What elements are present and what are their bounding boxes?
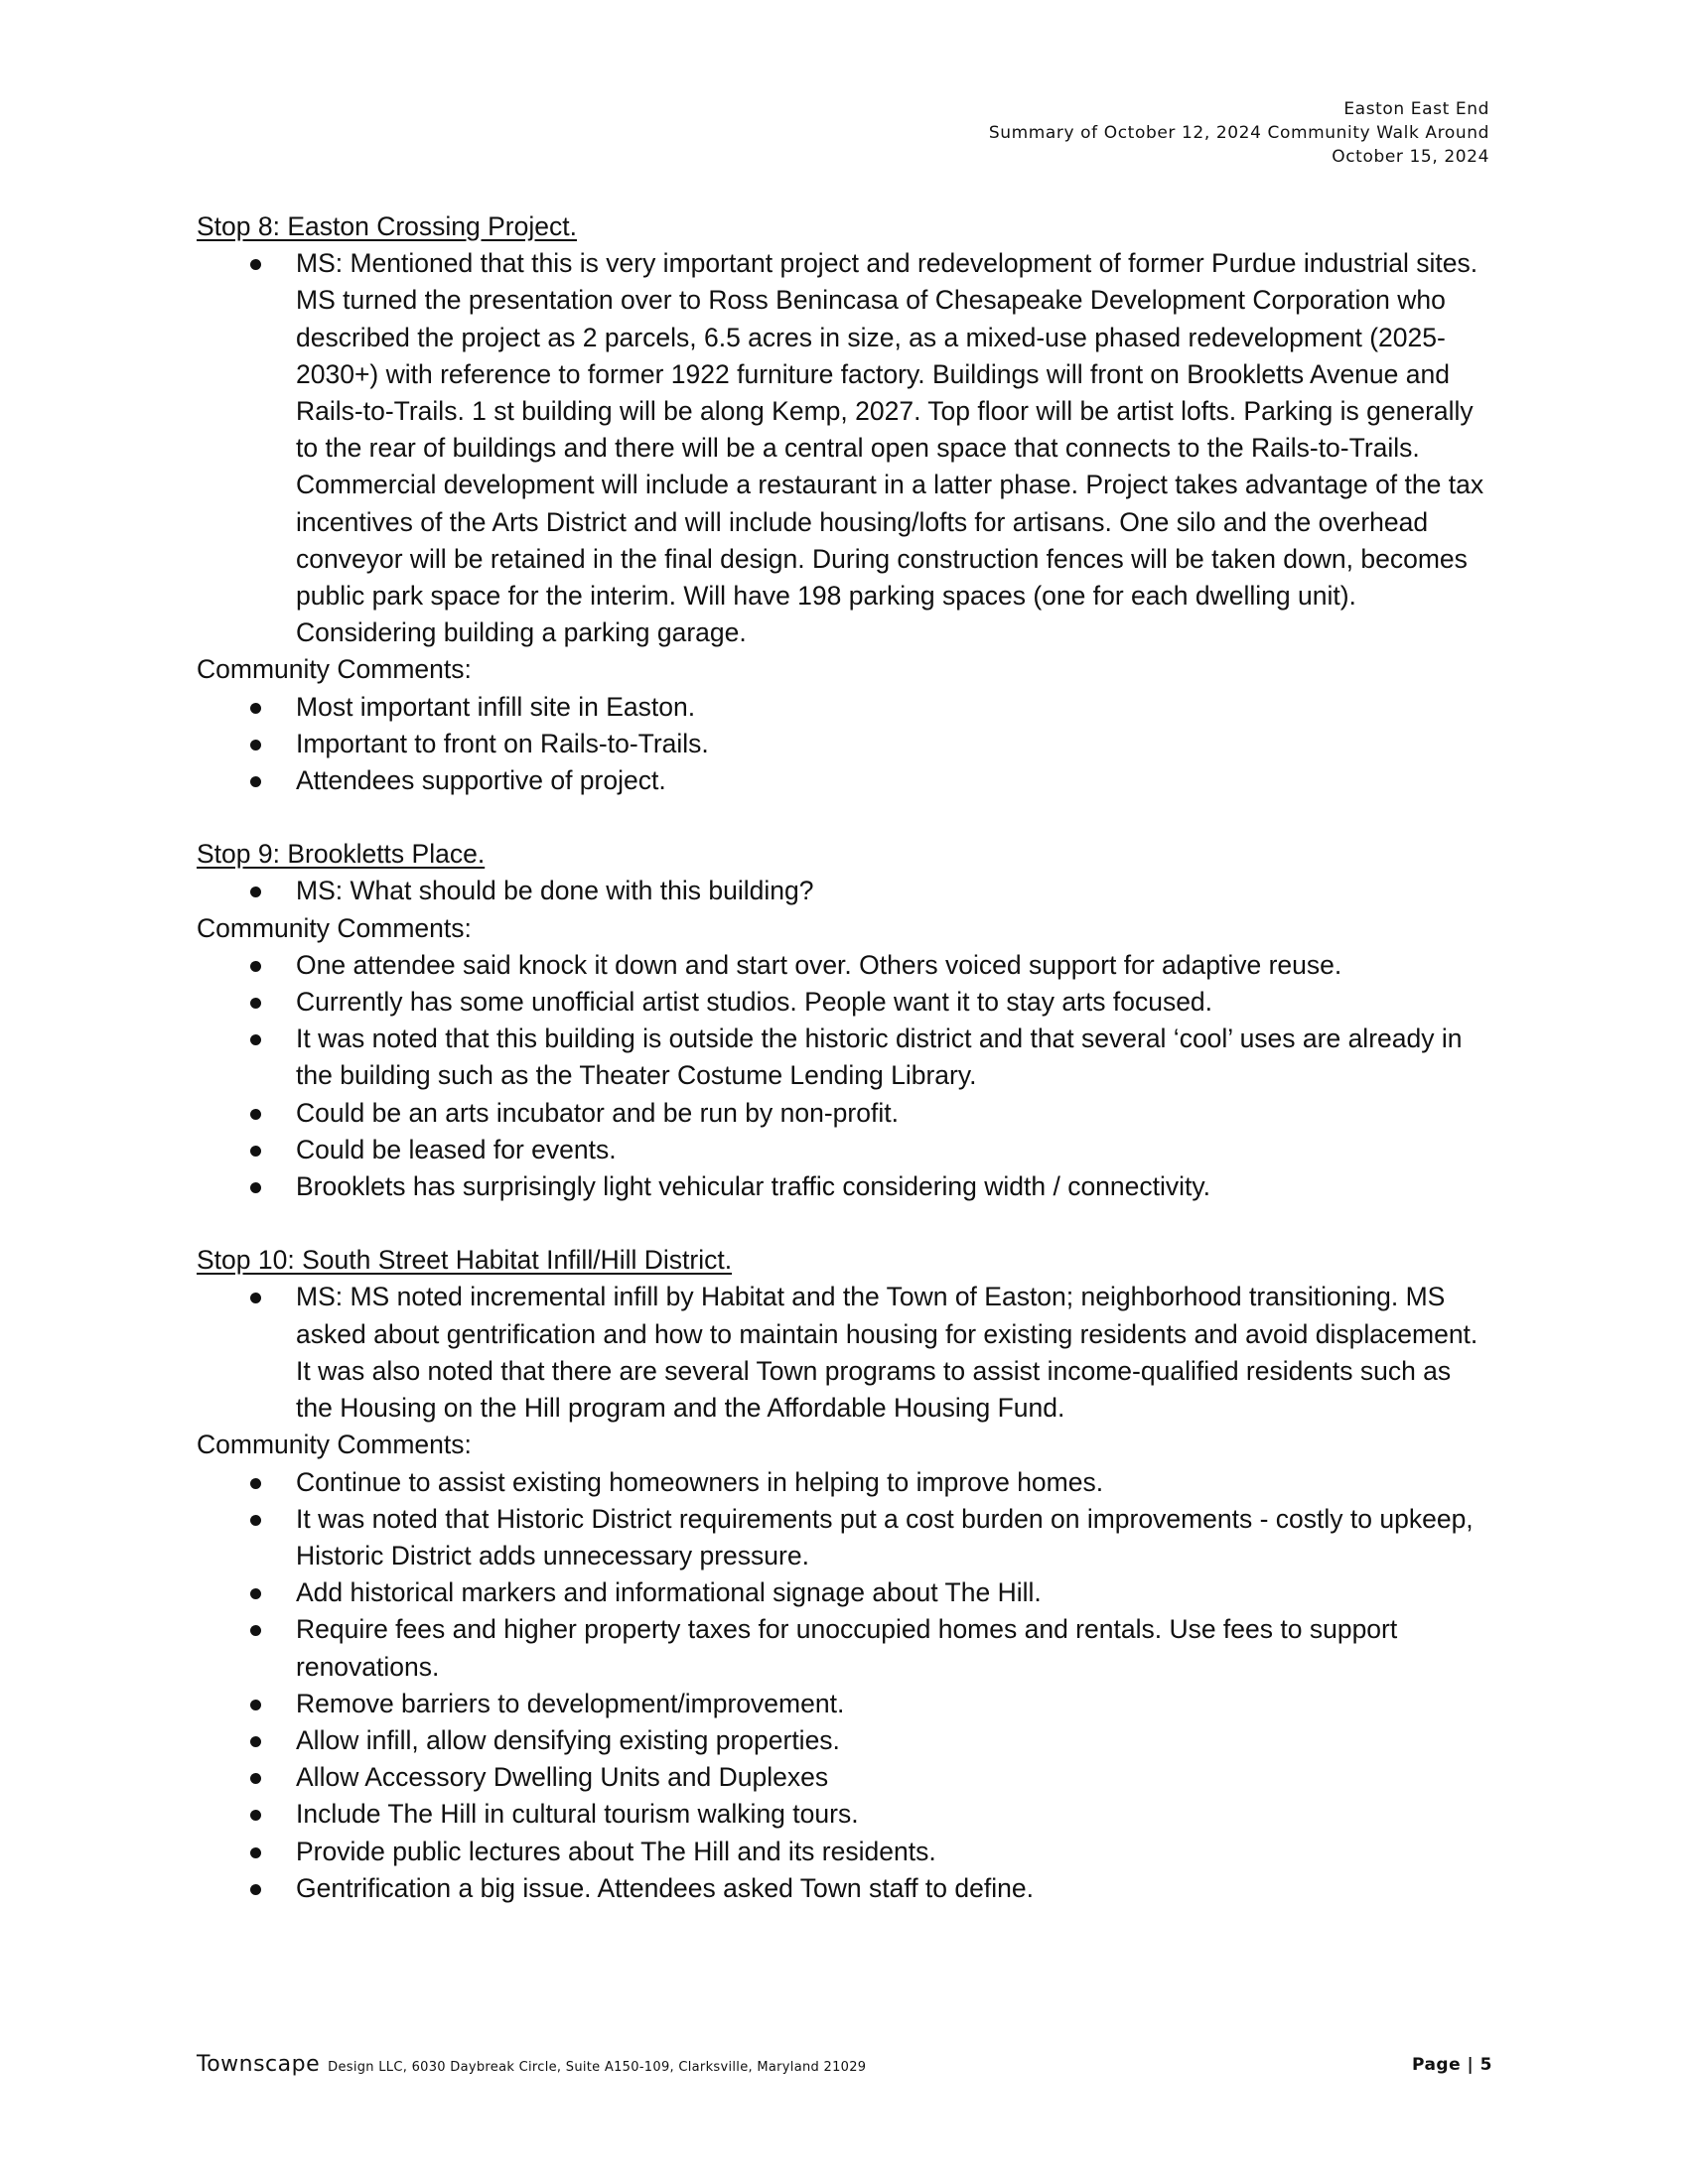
page-number: Page | 5 bbox=[1411, 2055, 1492, 2075]
footer-brand: Townscape bbox=[197, 2052, 321, 2077]
section-stop-8 bbox=[197, 208, 1492, 799]
list-item-text: Could be an arts incubator and be run by non-profit. bbox=[296, 1097, 899, 1128]
list-item-text: Gentrification a big issue. Attendees asked Town staff to define. bbox=[296, 1872, 1034, 1903]
list-item bbox=[197, 1574, 1492, 1611]
list-item bbox=[197, 1796, 1492, 1833]
bullet-icon bbox=[250, 887, 261, 897]
list-item bbox=[197, 1168, 1492, 1205]
section-stop-10 bbox=[197, 1242, 1492, 1907]
list-item-text: It was noted that this building is outside the historic district and that several ‘cool’ uses are already in the building such as the Theater Costume Lending Library. bbox=[296, 1024, 1463, 1091]
section-stop-9 bbox=[197, 836, 1492, 1205]
bullet-icon bbox=[250, 1847, 261, 1858]
bullet-icon bbox=[250, 1588, 261, 1599]
list-item-text: Provide public lectures about The Hill and its residents. bbox=[296, 1836, 936, 1866]
list-item bbox=[197, 762, 1492, 799]
bullet-icon bbox=[250, 1884, 261, 1895]
footer-address: Design LLC, 6030 Daybreak Circle, Suite A150-109, Clarksville, Maryland 21029 bbox=[328, 2060, 867, 2075]
bullet-icon bbox=[250, 740, 261, 751]
list-item-text: Attendees supportive of project. bbox=[296, 765, 666, 796]
intro-list bbox=[197, 1279, 1492, 1427]
bullet-icon bbox=[250, 961, 261, 972]
bullet-icon bbox=[250, 703, 261, 714]
list-item-text: It was noted that Historic District requirements put a cost burden on improvements - costly to upkeep, Historic District adds unnecessary pressure. bbox=[296, 1503, 1474, 1570]
list-item bbox=[197, 1722, 1492, 1759]
header-summary-title: Summary of October 12, 2024 Community Walk Around bbox=[988, 123, 1489, 143]
bullet-icon bbox=[250, 1478, 261, 1489]
list-item bbox=[197, 1501, 1492, 1574]
header-project-name: Easton East End bbox=[1343, 99, 1489, 119]
bullet-icon bbox=[250, 1700, 261, 1710]
bullet-icon bbox=[250, 1810, 261, 1821]
community-comments-label: Community Comments: bbox=[197, 1430, 472, 1460]
list-item bbox=[197, 726, 1492, 762]
bullet-icon bbox=[250, 998, 261, 1009]
bullet-icon bbox=[250, 1293, 261, 1303]
comments-list bbox=[197, 689, 1492, 800]
list-item bbox=[197, 947, 1492, 984]
list-item bbox=[197, 1464, 1492, 1501]
section-title: Stop 10: South Street Habitat Infill/Hill District. bbox=[197, 1245, 733, 1276]
list-item-text: MS: Mentioned that this is very important project and redevelopment of former Purdue industrial sites. MS turned the presentation over to Ross Benincasa of Chesapeake Development Corporation who described the project as 2 parcels, 6.5 acres in size, as a mixed-use phased redevelopment (2025-2030+) with reference to former 1922 furniture factory. Buildings will front on Brookletts Avenue and Rails-to-Trails. 1 st building will be along Kemp, 2027. Top floor will be artist lofts. Parking is generally to the rear of buildings and there will be a central open space that connects to the Rails-to-Trails. Commercial development will include a restaurant in a latter phase. Project takes advantage of the tax incentives of the Arts District and will include housing/lofts for artisans. One silo and the overhead conveyor will be retained in the final design. During construction fences will be taken down, becomes public park space for the interim. Will have 198 parking spaces (one for each dwelling unit). Considering building a parking garage. bbox=[296, 248, 1484, 648]
section-title: Stop 9: Brookletts Place. bbox=[197, 839, 486, 870]
list-item bbox=[197, 689, 1492, 726]
community-comments-label: Community Comments: bbox=[197, 654, 472, 685]
list-item bbox=[197, 1611, 1492, 1685]
list-item-text: MS: MS noted incremental infill by Habitat and the Town of Easton; neighborhood transitioning. MS asked about gentrification and how to maintain housing for existing residents and avoid displacement. It was also noted that there are several Town programs to assist income-qualified residents such as the Housing on the Hill program and the Affordable Housing Fund. bbox=[296, 1282, 1478, 1424]
bullet-icon bbox=[250, 1736, 261, 1747]
list-item-text: Could be leased for events. bbox=[296, 1134, 617, 1164]
section-title: Stop 8: Easton Crossing Project. bbox=[197, 211, 577, 241]
bullet-icon bbox=[250, 1034, 261, 1045]
header-date: October 15, 2024 bbox=[1332, 147, 1489, 167]
list-item-text: Brooklets has surprisingly light vehicular traffic considering width / connectivity. bbox=[296, 1171, 1211, 1202]
list-item bbox=[197, 1021, 1492, 1094]
bullet-icon bbox=[250, 1515, 261, 1526]
list-item bbox=[197, 1834, 1492, 1870]
list-item bbox=[197, 984, 1492, 1021]
comments-list bbox=[197, 947, 1492, 1205]
list-item-text: MS: What should be done with this building? bbox=[296, 876, 814, 906]
document-body bbox=[197, 208, 1492, 1907]
intro-list bbox=[197, 873, 1492, 909]
list-item-text: Include The Hill in cultural tourism walking tours. bbox=[296, 1799, 859, 1830]
bullet-icon bbox=[250, 776, 261, 787]
list-item-text: Currently has some unofficial artist studios. People want it to stay arts focused. bbox=[296, 987, 1213, 1018]
list-item-text: Most important infill site in Easton. bbox=[296, 691, 696, 722]
spacer bbox=[197, 799, 1492, 836]
spacer bbox=[197, 1205, 1492, 1242]
list-item bbox=[197, 245, 1492, 651]
list-item bbox=[197, 873, 1492, 909]
list-item bbox=[197, 1279, 1492, 1427]
page-header bbox=[989, 97, 1489, 169]
bullet-icon bbox=[250, 259, 261, 270]
bullet-icon bbox=[250, 1146, 261, 1157]
comments-list bbox=[197, 1464, 1492, 1907]
list-item-text: One attendee said knock it down and start over. Others voiced support for adaptive reuse. bbox=[296, 949, 1342, 980]
list-item-text: Add historical markers and informational signage about The Hill. bbox=[296, 1577, 1042, 1608]
list-item-text: Continue to assist existing homeowners in helping to improve homes. bbox=[296, 1466, 1104, 1497]
list-item bbox=[197, 1759, 1492, 1796]
list-item bbox=[197, 1870, 1492, 1907]
page-footer bbox=[197, 2052, 1492, 2082]
bullet-icon bbox=[250, 1109, 261, 1120]
bullet-icon bbox=[250, 1773, 261, 1784]
bullet-icon bbox=[250, 1625, 261, 1636]
list-item-text: Remove barriers to development/improvement. bbox=[296, 1688, 845, 1718]
intro-list bbox=[197, 245, 1492, 651]
list-item bbox=[197, 1686, 1492, 1722]
list-item-text: Important to front on Rails-to-Trails. bbox=[296, 728, 709, 758]
community-comments-label: Community Comments: bbox=[197, 912, 472, 943]
list-item-text: Require fees and higher property taxes for unoccupied homes and rentals. Use fees to support renovations. bbox=[296, 1614, 1398, 1682]
bullet-icon bbox=[250, 1182, 261, 1193]
list-item-text: Allow infill, allow densifying existing properties. bbox=[296, 1724, 840, 1755]
list-item-text: Allow Accessory Dwelling Units and Duplexes bbox=[296, 1762, 829, 1793]
list-item bbox=[197, 1095, 1492, 1132]
list-item bbox=[197, 1132, 1492, 1168]
